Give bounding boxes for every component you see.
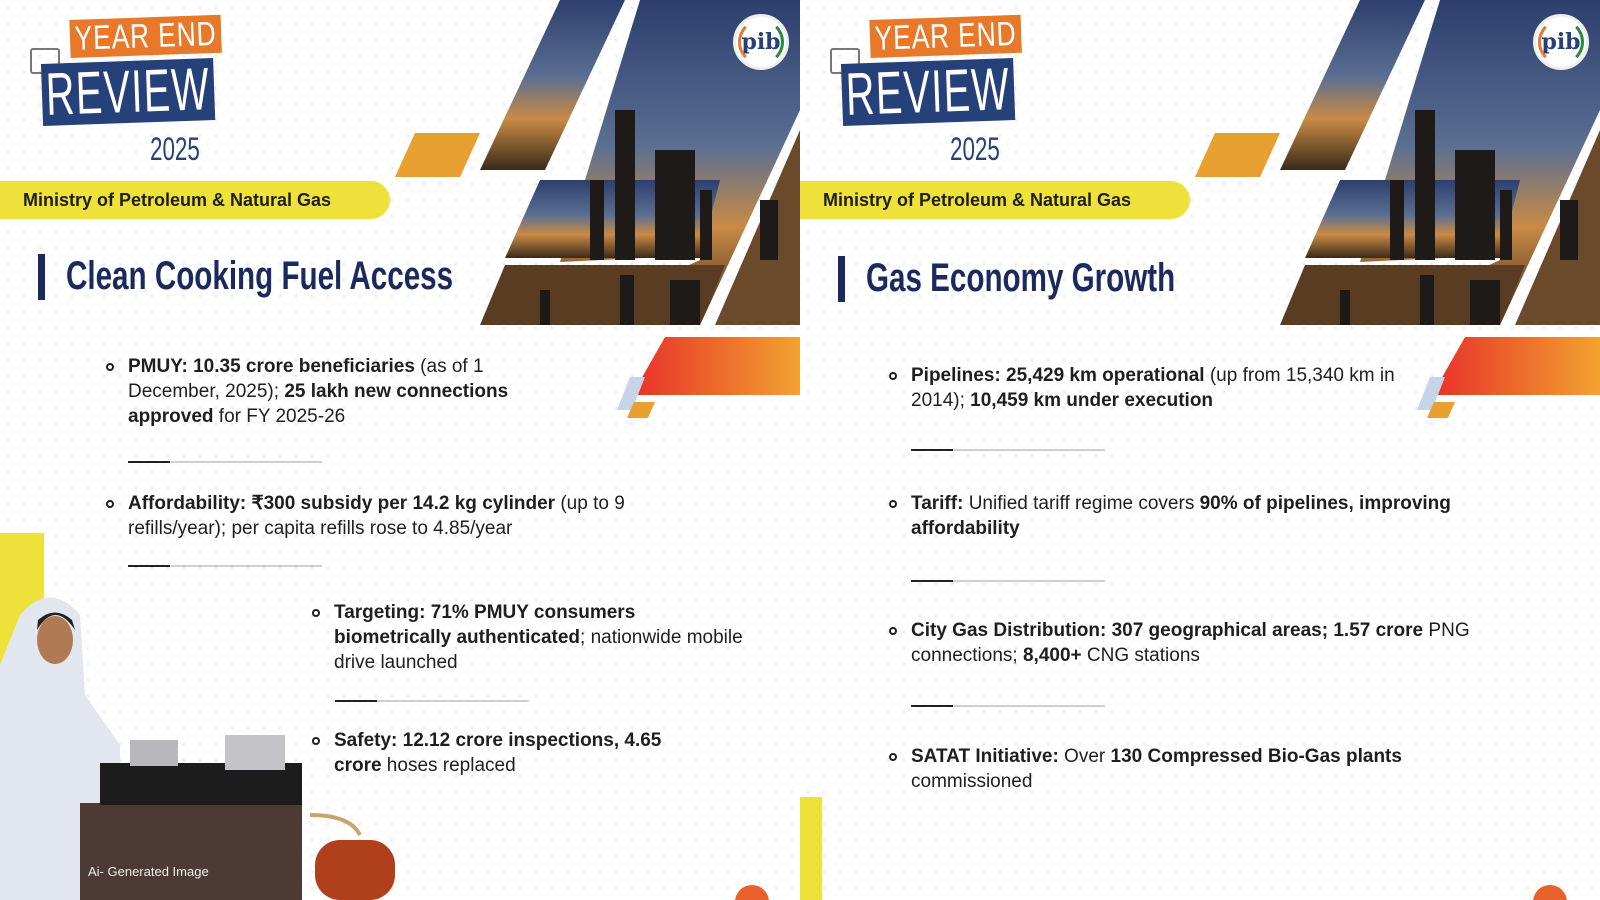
year-end-review-logo <box>830 14 1018 170</box>
bold-text: Tariff: <box>911 493 964 514</box>
bold-text: SATAT Initiative: <box>911 746 1059 767</box>
bold-text: City Gas Distribution: 307 geographical areas; 1.57 crore <box>911 620 1424 641</box>
bullet-item <box>911 363 1431 413</box>
text: (up to 9 refills/year); per capita refills rose to 4.85/year <box>128 493 625 539</box>
bold-text: 8,400+ <box>1022 645 1082 666</box>
bold-text: 25 lakh new connections approved <box>128 381 509 427</box>
bullet-item <box>911 491 1471 541</box>
logo-year: 2025 <box>150 131 200 167</box>
text: (up from 15,340 km in 2014); <box>911 365 1395 411</box>
bold-text: Affordability: ₹300 subsidy per 14.2 kg cylinder <box>128 493 556 514</box>
text: Over <box>1058 746 1111 767</box>
text: commissioned <box>911 771 1033 792</box>
text: PNG connections; <box>911 620 1470 666</box>
bullet-icon <box>889 500 897 508</box>
bullet-item <box>911 618 1511 668</box>
divider <box>911 580 1105 582</box>
slide-gas-economy <box>800 0 1600 900</box>
bullet-icon <box>889 627 897 635</box>
orange-accent-shape <box>1195 133 1280 177</box>
text: ; nationwide mobile drive launched <box>334 627 743 673</box>
divider <box>128 461 322 463</box>
text: hoses replaced <box>381 755 516 776</box>
orange-accent-shape <box>395 133 480 177</box>
logo-year-end: YEAR END <box>869 15 1021 58</box>
logo-year: 2025 <box>950 131 1000 167</box>
pib-logo-text: pib <box>741 29 781 55</box>
text: (as of 1 December, 2025); <box>128 356 484 402</box>
bullet-icon <box>106 500 114 508</box>
bullet-icon <box>106 363 114 371</box>
divider <box>128 565 322 567</box>
ministry-ribbon: Ministry of Petroleum & Natural Gas <box>800 181 1190 219</box>
text: for FY 2025-26 <box>213 406 346 427</box>
bullet-icon <box>889 372 897 380</box>
logo-review: REVIEW <box>841 58 1015 126</box>
orange-circle-accent <box>735 885 769 900</box>
logo-review: REVIEW <box>41 58 215 126</box>
title-bar <box>838 256 845 302</box>
section-title: Gas Economy Growth <box>866 256 1176 300</box>
logo-year-end: YEAR END <box>69 15 221 58</box>
bullet-item <box>128 354 578 429</box>
orange-circle-accent <box>1533 885 1567 900</box>
pib-logo <box>1533 14 1589 70</box>
bold-text: Safety: 12.12 crore inspections, 4.65 crore <box>334 730 662 776</box>
bold-text: 90% of pipelines, improving affordability <box>911 493 1451 539</box>
ministry-ribbon: Ministry of Petroleum & Natural Gas <box>0 181 390 219</box>
text: Unified tariff regime covers <box>963 493 1200 514</box>
pib-logo-text: pib <box>1541 29 1581 55</box>
bullet-item <box>911 744 1501 794</box>
divider <box>911 705 1105 707</box>
bold-text: 10,459 km under execution <box>970 390 1214 411</box>
woman-cooking-image <box>0 585 420 900</box>
bold-text: Targeting: 71% PMUY consumers biometrically authenticated <box>334 602 636 648</box>
bold-text: 130 Compressed Bio-Gas plants <box>1110 746 1402 767</box>
red-orange-accent-shape <box>632 337 800 395</box>
text: CNG stations <box>1081 645 1200 666</box>
bold-text: PMUY: 10.35 crore beneficiaries <box>128 356 415 377</box>
year-end-review-logo <box>30 14 218 170</box>
title-bar <box>38 254 45 300</box>
red-orange-accent-shape <box>1432 337 1600 395</box>
bold-text: Pipelines: 25,429 km operational <box>911 365 1205 386</box>
divider <box>911 449 1105 451</box>
bullet-icon <box>889 753 897 761</box>
yellow-accent-bar <box>800 797 822 900</box>
bullet-item <box>128 491 658 541</box>
section-title: Clean Cooking Fuel Access <box>66 254 454 298</box>
ai-generated-caption: Ai- Generated Image <box>88 864 209 879</box>
pib-logo <box>733 14 789 70</box>
